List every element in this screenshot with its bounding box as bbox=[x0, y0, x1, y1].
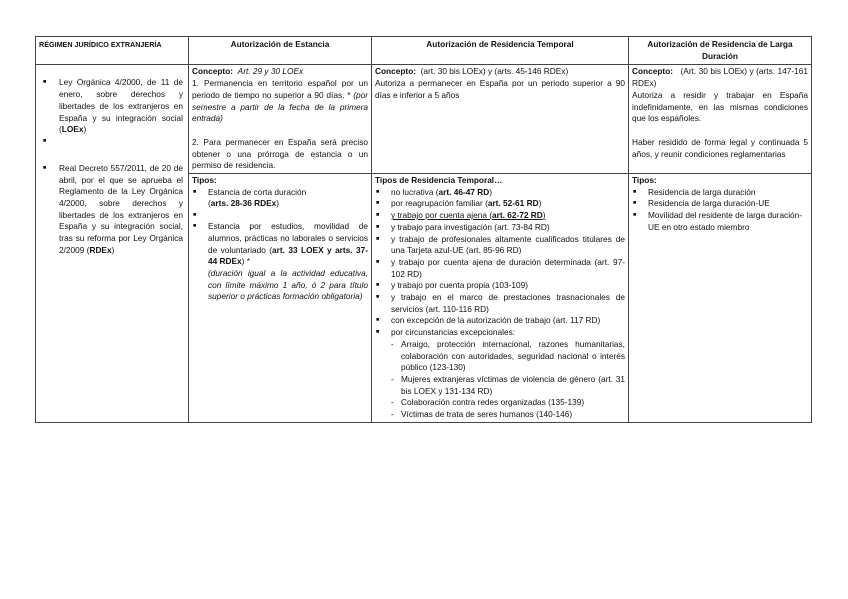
temporal-concepto-cell: Concepto: (art. 30 bis LOEx) y (arts. 45-146 RDEx) Autoriza a permanecer en España por un periodo superior a 90 días e inferior a 5 años bbox=[372, 65, 629, 174]
temporal-item: ■ y trabajo por cuenta ajena de duración determinada (art. 97-102 RD) bbox=[375, 257, 625, 280]
estancia-tipos-label: Tipos: bbox=[192, 175, 217, 186]
estancia-tipos-cell bbox=[189, 174, 372, 423]
temporal-subitem: - Mujeres extranjeras víctimas de violencia de género (art. 31 bis LOEX y 131-134 RD) bbox=[375, 374, 625, 397]
header-estancia: Autorización de Estancia bbox=[189, 37, 372, 65]
temporal-item: ■ y trabajo de profesionales altamente cualificados titulares de una Tarjeta azul-UE (art. 85-96 RD) bbox=[375, 234, 625, 257]
estancia-p2: 2. Para permanecer en España será preciso obtener o una prórroga de estancia o un permiso de residencia. bbox=[192, 136, 368, 171]
estancia-p1: 1. Permanencia en territorio español por un periodo de tiempo no superior a 90 días. * (por semestre a partir de la fecha de la primera entrada) bbox=[192, 78, 368, 124]
estancia-concepto-label: Concepto: bbox=[192, 66, 234, 77]
law-rdex: ■ Real Decreto 557/2011, de 20 de abril, por el que se aprueba el Reglamento de la Ley Orgánica 4/2000, sobre derechos y libertades de los extranjeros en España y su integración social, tras su reforma por Ley Orgánica 2/2009 (RDEx) bbox=[39, 163, 185, 257]
header-regimen: RÉGIMEN JURÍDICO EXTRANJERÍA bbox=[36, 37, 189, 65]
larga-tipos-cell bbox=[629, 174, 812, 423]
temporal-item: ■ y trabajo en el marco de prestaciones trasnacionales de servicios (art. 110-116 RD) bbox=[375, 292, 625, 315]
temporal-subitem: - Víctimas de trata de seres humanos (140-146) bbox=[375, 409, 625, 421]
temporal-item: ■ y trabajo por cuenta ajena (art. 62-72 RD) bbox=[375, 210, 625, 222]
temporal-tipos-label: Tipos de Residencia Temporal… bbox=[375, 175, 503, 186]
concepto-row bbox=[36, 65, 812, 174]
header-larga-duracion: Autorización de Residencia de Larga Duración bbox=[629, 37, 812, 65]
temporal-tipos-cell bbox=[372, 174, 629, 423]
temporal-item: ■ por circunstancias excepcionales: - Arraigo, protección internacional, razones humanitarias, colaboración con autoridades, seguridad nacional o interés público (123-130) - Mujeres extranjeras víctimas de violencia de género (art. 31 bis LOEX y 131-134 RD) - Colaboración contra redes organizadas (135-139) - Víctimas de trata de seres humanos (140-146) bbox=[375, 327, 625, 421]
temporal-item: ■ y trabajo por cuenta propia (103-109) bbox=[375, 280, 625, 292]
larga-p2: Haber residido de forma legal y continuada 5 años, y reunir condiciones reglamentarias bbox=[632, 136, 808, 159]
temporal-subitem: - Colaboración contra redes organizadas (135-139) bbox=[375, 397, 625, 409]
larga-tipos-label: Tipos: bbox=[632, 175, 657, 186]
estancia-tipo-corta: ■ Estancia de corta duración (arts. 28-36 RDEx) bbox=[192, 187, 368, 210]
temporal-item: ■ y trabajo para investigación (art. 73-84 RD) bbox=[375, 222, 625, 234]
larga-item: ■ Residencia de larga duración-UE bbox=[632, 198, 808, 210]
estancia-concepto-cell: Concepto: Art. 29 y 30 LOEx 1. Permanencia en territorio español por un periodo de tiempo no superior a 90 días. * (por semestre a partir de la fecha de la primera entrada) 2. Para permanecer en España será preciso obtener o una prórroga de estancia o un permiso de residencia. bbox=[189, 65, 372, 174]
regimen-cell bbox=[36, 65, 189, 422]
law-loex: ■ Ley Orgánica 4/2000, de 11 de enero, sobre derechos y libertades de los extranjeros en España y su integración social (LOEx) bbox=[39, 77, 185, 136]
temporal-item: ■ con excepción de la autorización de trabajo (art. 117 RD) bbox=[375, 315, 625, 327]
larga-concepto-cell: Concepto: (Art. 30 bis LOEx) y (arts. 147-161 RDEx) Autoriza a residir y trabajar en España indefinidamente, en las mismas condiciones que los españoles. Haber residido de forma legal y continuada 5 años, y reunir condiciones reglamentarias bbox=[629, 65, 812, 174]
temporal-item: ■ por reagrupación familiar (art. 52-61 RD) bbox=[375, 198, 625, 210]
larga-item: ■ Residencia de larga duración bbox=[632, 187, 808, 199]
temporal-concepto-text: Autoriza a permanecer en España por un periodo superior a 90 días e inferior a 5 años bbox=[375, 78, 625, 100]
header-residencia-temporal: Autorización de Residencia Temporal bbox=[372, 37, 629, 65]
temporal-item: ■ no lucrativa (art. 46-47 RD) bbox=[375, 187, 625, 199]
larga-p1: Autoriza a residir y trabajar en España indefinidamente, en las mismas condiciones que los españoles. bbox=[632, 89, 808, 124]
header-row bbox=[36, 37, 812, 65]
legal-regime-table bbox=[35, 36, 812, 423]
larga-item: ■ Movilidad del residente de larga duración-UE en otro estado miembro bbox=[632, 210, 808, 233]
temporal-concepto-label: Concepto: bbox=[375, 66, 417, 77]
temporal-subitem: - Arraigo, protección internacional, razones humanitarias, colaboración con autoridades, seguridad nacional o interés público (123-130) bbox=[375, 339, 625, 374]
estancia-tipo-estudios: ■ Estancia por estudios, movilidad de alumnos, prácticas no laborales o servicios de voluntariado (art. 33 LOEX y arts. 37-44 RDEx) * (duración igual a la actividad educativa, con límite máximo 1 año, ó 2 para título superior o prácticas formación obligatoria) bbox=[192, 221, 368, 303]
larga-concepto-label: Concepto: bbox=[632, 66, 674, 77]
